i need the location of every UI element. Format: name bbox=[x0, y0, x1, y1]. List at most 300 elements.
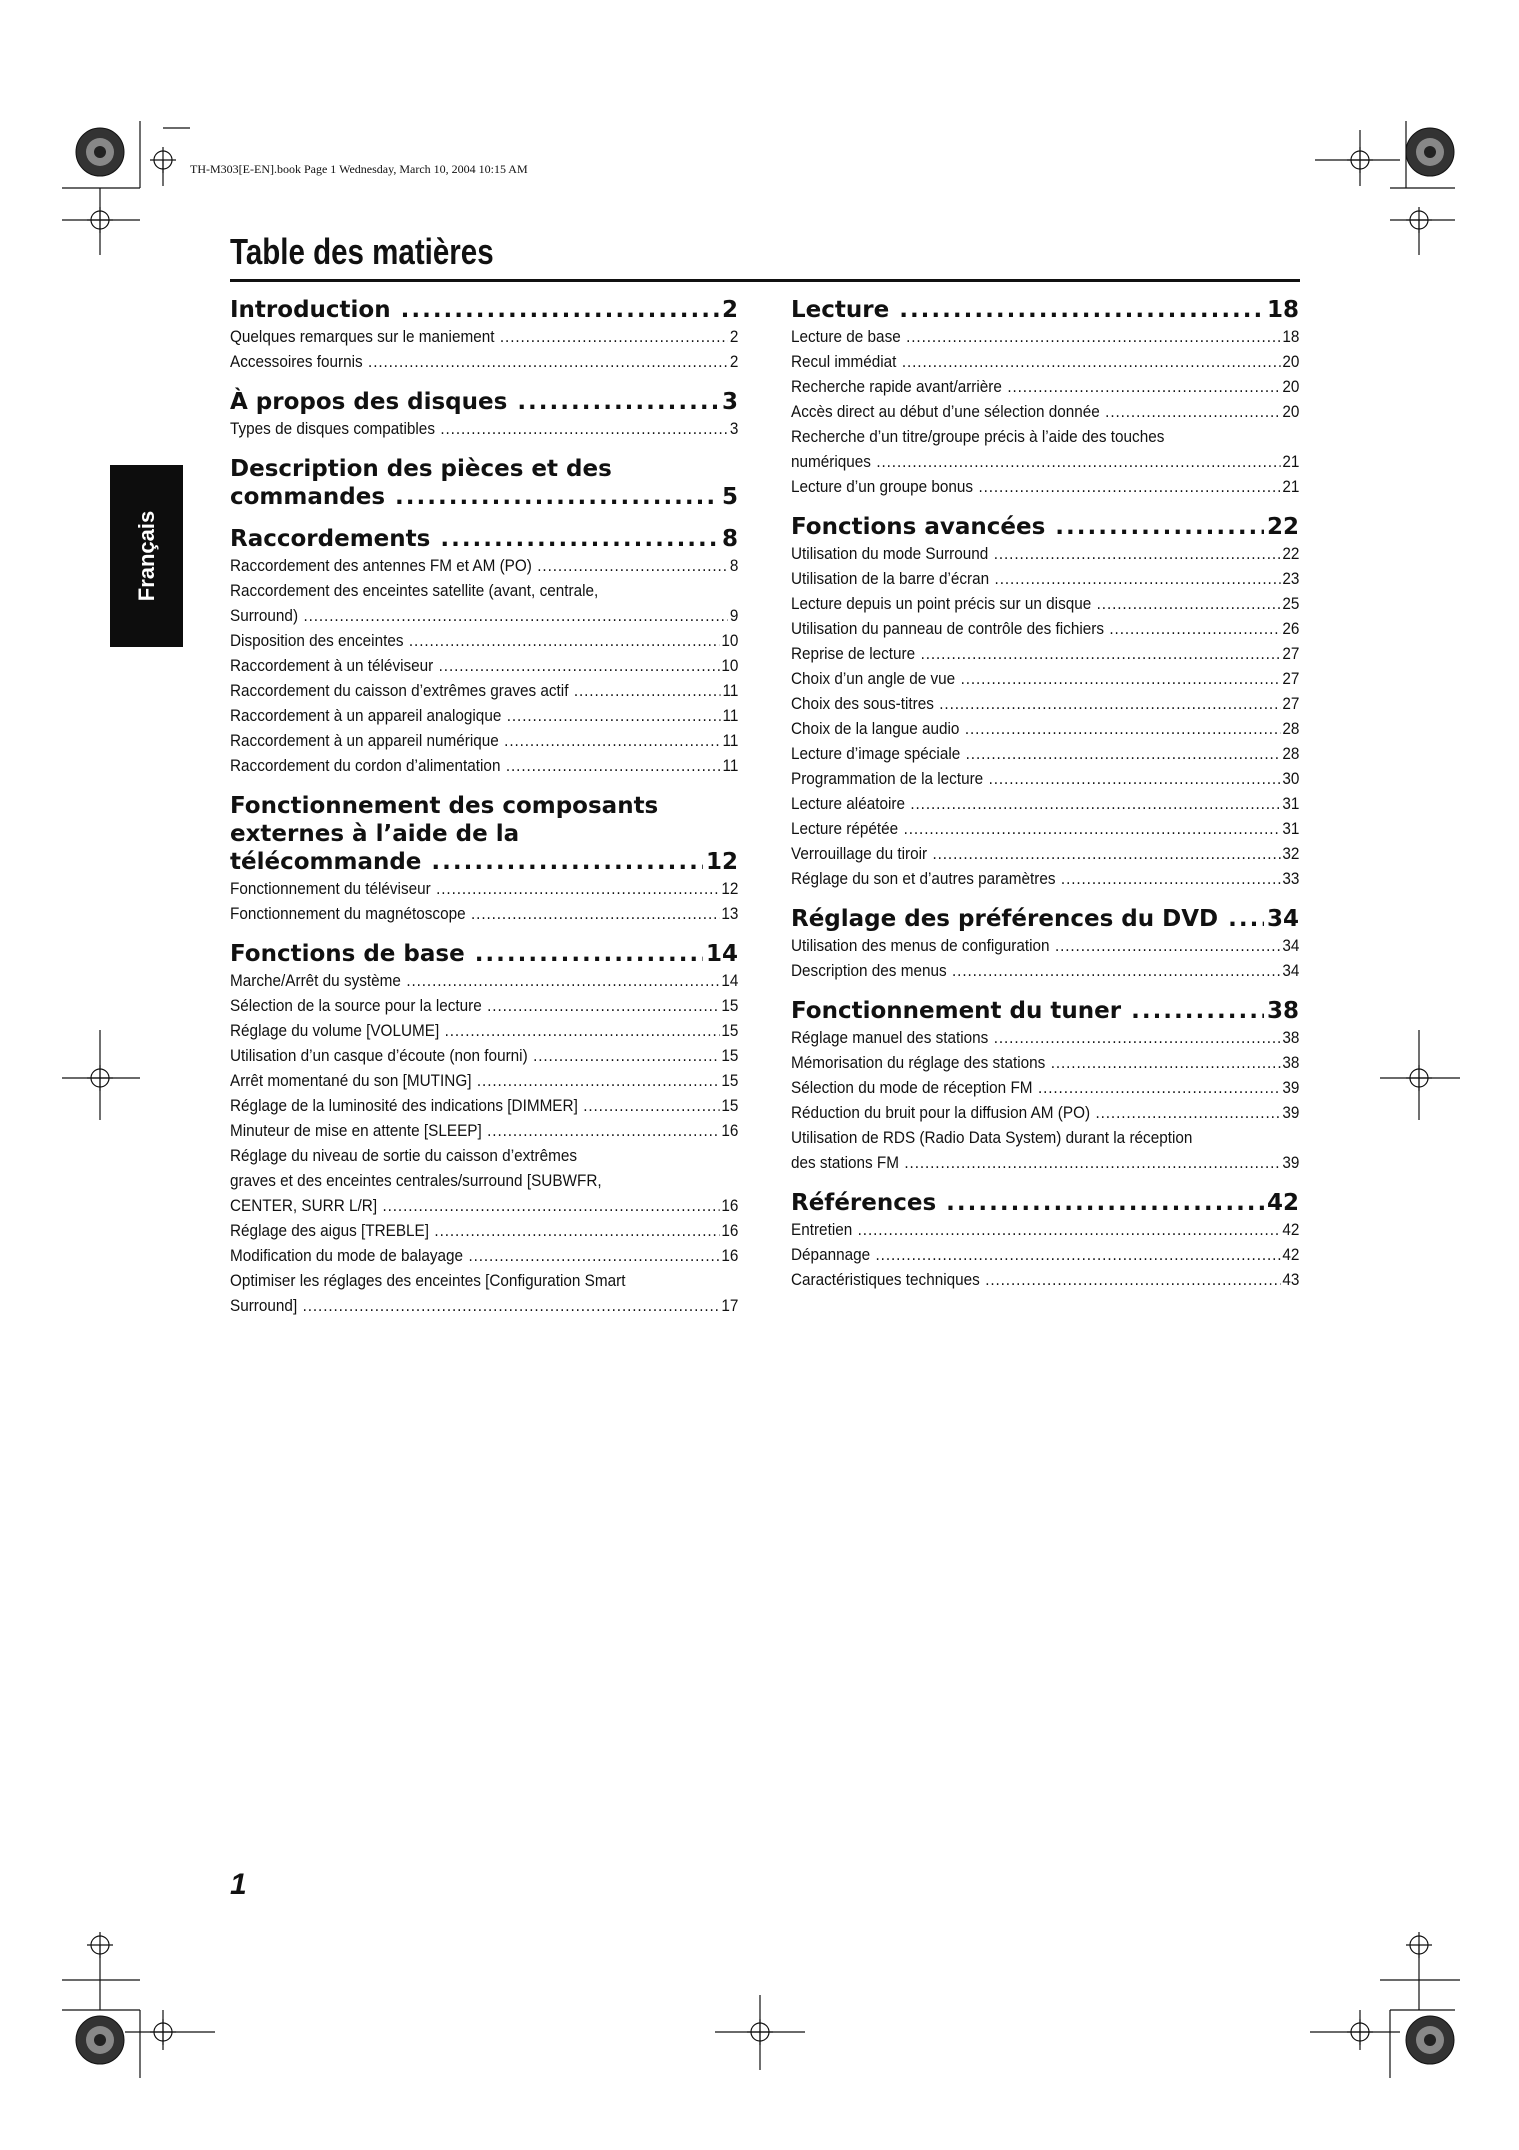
toc-entry-line bbox=[230, 1293, 738, 1318]
toc-entry-text: Surround) bbox=[230, 606, 299, 625]
toc-entry-text: Accessoires fournis bbox=[230, 352, 363, 371]
toc-entry-text: Raccordement à un téléviseur bbox=[230, 656, 434, 675]
toc-entry-text: Utilisation du panneau de contrôle des fichiers bbox=[791, 619, 1105, 638]
dot-leader bbox=[395, 483, 719, 511]
toc-entry-page: 11 bbox=[722, 756, 739, 775]
dot-leader bbox=[401, 296, 719, 324]
toc-entry-text: Optimiser les réglages des enceintes [Configuration Smart bbox=[230, 1271, 626, 1290]
toc-entry-page: 32 bbox=[1282, 844, 1300, 863]
toc-entry-line bbox=[230, 968, 738, 993]
toc-entry-page: 20 bbox=[1282, 377, 1300, 396]
dot-leader bbox=[946, 1189, 1264, 1217]
dot-leader bbox=[583, 1093, 719, 1118]
dot-leader bbox=[1055, 513, 1264, 541]
toc-entry-line bbox=[230, 1168, 738, 1193]
section-heading[interactable] bbox=[230, 296, 738, 324]
dot-leader bbox=[533, 1043, 719, 1068]
dot-leader bbox=[904, 816, 1281, 841]
toc-entry-page: 25 bbox=[1282, 594, 1300, 613]
toc-entry-line bbox=[791, 841, 1299, 866]
dot-leader bbox=[989, 766, 1281, 791]
dot-leader bbox=[303, 603, 728, 628]
toc-entry-text: Fonctionnement du magnétoscope bbox=[230, 904, 466, 923]
toc-entry-line bbox=[791, 933, 1299, 958]
toc-entry-page: 20 bbox=[1282, 402, 1300, 421]
toc-entry-text: Types de disques compatibles bbox=[230, 419, 435, 438]
toc-entry-line bbox=[791, 741, 1299, 766]
toc-entry-text: Recherche rapide avant/arrière bbox=[791, 377, 1002, 396]
toc-entry[interactable] bbox=[791, 641, 1299, 666]
toc-entry-line bbox=[791, 641, 1299, 666]
toc-entry-text: Utilisation du mode Surround bbox=[791, 544, 989, 563]
section-heading[interactable] bbox=[230, 455, 738, 511]
section-heading-line bbox=[791, 905, 1299, 933]
toc-entry-line bbox=[791, 716, 1299, 741]
toc-section bbox=[230, 388, 738, 441]
toc-entry[interactable] bbox=[230, 968, 738, 993]
section-heading-line bbox=[230, 296, 738, 324]
toc-entry-text: Verrouillage du tiroir bbox=[791, 844, 928, 863]
toc-entry-page: 16 bbox=[721, 1196, 739, 1215]
toc-entry-line bbox=[791, 349, 1299, 374]
toc-entry-line bbox=[230, 349, 738, 374]
toc-entry-line bbox=[791, 866, 1299, 891]
toc-section bbox=[791, 296, 1299, 499]
dot-leader bbox=[902, 349, 1281, 374]
toc-entry[interactable] bbox=[230, 416, 738, 441]
toc-entry-text: CENTER, SURR L/R] bbox=[230, 1196, 378, 1215]
dot-leader bbox=[517, 388, 719, 416]
toc-entry-text: Reprise de lecture bbox=[791, 644, 916, 663]
dot-leader bbox=[899, 296, 1264, 324]
toc-entry[interactable] bbox=[230, 876, 738, 901]
dot-leader bbox=[574, 678, 721, 703]
toc-entry[interactable] bbox=[791, 591, 1299, 616]
section-heading[interactable] bbox=[791, 997, 1299, 1025]
dot-leader bbox=[440, 525, 719, 553]
toc-entry[interactable] bbox=[230, 324, 738, 349]
toc-entry-page: 10 bbox=[721, 656, 739, 675]
dot-leader bbox=[921, 641, 1281, 666]
toc-entry-text: Lecture depuis un point précis sur un disque bbox=[791, 594, 1092, 613]
toc-entry[interactable] bbox=[230, 901, 738, 926]
toc-entry-page: 28 bbox=[1282, 744, 1300, 763]
toc-entry-text: Lecture aléatoire bbox=[791, 794, 905, 813]
toc-section bbox=[791, 513, 1299, 891]
toc-section bbox=[791, 1189, 1299, 1292]
dot-leader bbox=[1097, 591, 1281, 616]
toc-entry-page: 17 bbox=[721, 1296, 739, 1315]
section-title-text: télécommande bbox=[230, 849, 422, 875]
toc-entry-line bbox=[791, 1100, 1299, 1125]
toc-entry-line bbox=[791, 691, 1299, 716]
section-heading[interactable] bbox=[791, 1189, 1299, 1217]
toc-entry-line bbox=[791, 324, 1299, 349]
toc-entry-page: 16 bbox=[721, 1246, 739, 1265]
section-heading[interactable] bbox=[791, 513, 1299, 541]
toc-entry-page: 11 bbox=[722, 706, 739, 725]
dot-leader bbox=[994, 541, 1281, 566]
toc-entry-line bbox=[791, 1217, 1299, 1242]
toc-entry-line bbox=[791, 1267, 1299, 1292]
section-heading-line bbox=[791, 296, 1299, 324]
page-number: 1 bbox=[230, 1868, 247, 1901]
toc-entry-page: 39 bbox=[1282, 1103, 1300, 1122]
toc-entry-text: graves et des enceintes centrales/surround [SUBWFR, bbox=[230, 1171, 602, 1190]
toc-entry[interactable] bbox=[791, 666, 1299, 691]
toc-entry-page: 15 bbox=[721, 1021, 739, 1040]
toc-entry-text: Raccordement des enceintes satellite (avant, centrale, bbox=[230, 581, 599, 600]
toc-entry-line bbox=[791, 791, 1299, 816]
toc-entry-page: 28 bbox=[1282, 719, 1300, 738]
toc-section bbox=[230, 940, 738, 1318]
toc-entry[interactable] bbox=[791, 424, 1299, 474]
dot-leader bbox=[1095, 1100, 1280, 1125]
toc-entry[interactable] bbox=[230, 993, 738, 1018]
section-heading[interactable] bbox=[791, 296, 1299, 324]
toc-entry-text: Choix des sous-titres bbox=[791, 694, 934, 713]
toc-entry-page: 23 bbox=[1282, 569, 1300, 588]
toc-section bbox=[230, 792, 738, 926]
section-title-text: Références bbox=[791, 1190, 937, 1216]
toc-entry-line bbox=[230, 1118, 738, 1143]
toc-entry[interactable] bbox=[791, 349, 1299, 374]
toc-entry-line bbox=[230, 728, 738, 753]
toc-entry-text: Lecture de base bbox=[791, 327, 901, 346]
toc-entry-page: 43 bbox=[1282, 1270, 1300, 1289]
toc-entry-page: 11 bbox=[722, 681, 739, 700]
toc-entry-text: Sélection du mode de réception FM bbox=[791, 1078, 1033, 1097]
toc-entry-text: Lecture répétée bbox=[791, 819, 899, 838]
toc-entry-text: Réglage du niveau de sortie du caisson d’extrêmes bbox=[230, 1146, 578, 1165]
toc-entry-text: Recul immédiat bbox=[791, 352, 897, 371]
toc-entry[interactable] bbox=[791, 324, 1299, 349]
toc-entry-line bbox=[230, 993, 738, 1018]
toc-entry[interactable] bbox=[791, 399, 1299, 424]
toc-section bbox=[230, 455, 738, 511]
toc-entry-page: 42 bbox=[1282, 1245, 1300, 1264]
toc-entry[interactable] bbox=[230, 1143, 738, 1218]
section-heading-line bbox=[230, 848, 738, 876]
toc-entry-line bbox=[230, 1018, 738, 1043]
toc-entry[interactable] bbox=[230, 1118, 738, 1143]
toc-entry[interactable] bbox=[791, 541, 1299, 566]
toc-entry[interactable] bbox=[791, 374, 1299, 399]
toc-entry-line bbox=[230, 324, 738, 349]
toc-entry-page: 13 bbox=[721, 904, 739, 923]
toc-entry-page: 21 bbox=[1282, 452, 1300, 471]
toc-entry[interactable] bbox=[791, 1217, 1299, 1242]
toc-entry-text: Lecture d’un groupe bonus bbox=[791, 477, 974, 496]
section-page-number: 14 bbox=[705, 941, 738, 967]
toc-entry[interactable] bbox=[230, 1043, 738, 1068]
section-title-text: Fonctions de base bbox=[230, 941, 465, 967]
toc-entry-text: Choix de la langue audio bbox=[791, 719, 960, 738]
dot-leader bbox=[406, 968, 719, 993]
section-title-text: Description des pièces et des bbox=[230, 456, 612, 482]
section-page-number: 22 bbox=[1266, 514, 1299, 540]
print-header-note: TH-M303[E-EN].book Page 1 Wednesday, March 10, 2004 10:15 AM bbox=[190, 162, 528, 176]
title-rule bbox=[230, 279, 1300, 282]
toc-entry[interactable] bbox=[230, 1268, 738, 1318]
section-title-text: Fonctionnement des composants bbox=[230, 793, 659, 819]
section-heading[interactable] bbox=[230, 388, 738, 416]
section-page-number: 12 bbox=[705, 849, 738, 875]
dot-leader bbox=[436, 876, 719, 901]
toc-entry[interactable] bbox=[230, 553, 738, 578]
dot-leader bbox=[487, 993, 719, 1018]
toc-entry-line bbox=[230, 1218, 738, 1243]
dot-leader bbox=[487, 1118, 719, 1143]
toc-entry-line bbox=[791, 1050, 1299, 1075]
toc-entry-line bbox=[230, 1043, 738, 1068]
toc-entry-line bbox=[791, 816, 1299, 841]
toc-entry-line bbox=[791, 616, 1299, 641]
page-title: Table des matières bbox=[230, 231, 494, 272]
section-heading-line bbox=[230, 455, 738, 483]
toc-entry[interactable] bbox=[230, 1243, 738, 1268]
toc-entry-line bbox=[791, 1075, 1299, 1100]
toc-entry-page: 31 bbox=[1282, 819, 1300, 838]
toc-right-column bbox=[791, 296, 1299, 1306]
dot-leader bbox=[910, 791, 1280, 816]
dot-leader bbox=[382, 1193, 719, 1218]
toc-entry[interactable] bbox=[791, 616, 1299, 641]
section-title-text: Lecture bbox=[791, 297, 890, 323]
toc-entry[interactable] bbox=[791, 716, 1299, 741]
dot-leader bbox=[475, 940, 703, 968]
toc-entry-line bbox=[230, 578, 738, 603]
section-page-number: 2 bbox=[721, 297, 738, 323]
toc-entry[interactable] bbox=[230, 1218, 738, 1243]
section-title-text: externes à l’aide de la bbox=[230, 821, 520, 847]
toc-entry-text: Lecture d’image spéciale bbox=[791, 744, 961, 763]
dot-leader bbox=[303, 1293, 720, 1318]
toc-entry-line bbox=[230, 1193, 738, 1218]
toc-entry[interactable] bbox=[230, 1068, 738, 1093]
section-heading[interactable] bbox=[230, 792, 738, 876]
dot-leader bbox=[994, 1025, 1281, 1050]
toc-entry-page: 18 bbox=[1282, 327, 1300, 346]
section-title-text: Fonctionnement du tuner bbox=[791, 998, 1122, 1024]
toc-entry-page: 15 bbox=[721, 1071, 739, 1090]
toc-entry-page: 15 bbox=[721, 1046, 739, 1065]
toc-entry-line bbox=[230, 753, 738, 778]
toc-entry-text: Quelques remarques sur le maniement bbox=[230, 327, 495, 346]
section-heading-line bbox=[230, 792, 738, 820]
dot-leader bbox=[440, 416, 728, 441]
toc-entry-line bbox=[230, 876, 738, 901]
toc-entry[interactable] bbox=[791, 866, 1299, 891]
dot-leader bbox=[966, 741, 1281, 766]
toc-entry-text: Disposition des enceintes bbox=[230, 631, 404, 650]
toc-entry-line bbox=[791, 449, 1299, 474]
toc-entry-text: Réglage du son et d’autres paramètres bbox=[791, 869, 1056, 888]
toc-entry-text: Surround] bbox=[230, 1296, 298, 1315]
toc-entry[interactable] bbox=[791, 741, 1299, 766]
section-heading[interactable] bbox=[230, 940, 738, 968]
toc-entry-page: 16 bbox=[721, 1121, 739, 1140]
toc-entry-line bbox=[230, 416, 738, 441]
dot-leader bbox=[1228, 905, 1264, 933]
toc-entry[interactable] bbox=[791, 1125, 1299, 1175]
toc-entry-text: Utilisation d’un casque d’écoute (non fourni) bbox=[230, 1046, 528, 1065]
toc-entry-line bbox=[791, 374, 1299, 399]
dot-leader bbox=[978, 474, 1280, 499]
toc-entry[interactable] bbox=[791, 1267, 1299, 1292]
toc-entry[interactable] bbox=[230, 653, 738, 678]
dot-leader bbox=[1131, 997, 1264, 1025]
toc-entry-text: Sélection de la source pour la lecture bbox=[230, 996, 482, 1015]
toc-entry-text: Entretien bbox=[791, 1220, 853, 1239]
toc-entry[interactable] bbox=[791, 1050, 1299, 1075]
toc-entry-text: Description des menus bbox=[791, 961, 947, 980]
section-title-text: Fonctions avancées bbox=[791, 514, 1046, 540]
toc-entry-line bbox=[791, 1025, 1299, 1050]
toc-entry-page: 2 bbox=[729, 352, 739, 371]
toc-entry-page: 39 bbox=[1282, 1153, 1300, 1172]
dot-leader bbox=[932, 841, 1280, 866]
toc-entry-text: Raccordement à un appareil analogique bbox=[230, 706, 502, 725]
toc-entry[interactable] bbox=[230, 678, 738, 703]
toc-entry-line bbox=[230, 628, 738, 653]
section-heading-line bbox=[791, 997, 1299, 1025]
toc-section bbox=[230, 525, 738, 778]
section-page-number: 18 bbox=[1266, 297, 1299, 323]
dot-leader bbox=[431, 848, 703, 876]
section-page-number: 42 bbox=[1266, 1190, 1299, 1216]
toc-entry-page: 3 bbox=[729, 419, 739, 438]
toc-entry-text: Raccordement à un appareil numérique bbox=[230, 731, 499, 750]
toc-entry[interactable] bbox=[230, 578, 738, 628]
toc-entry-line bbox=[791, 1150, 1299, 1175]
section-heading-line bbox=[230, 820, 738, 848]
toc-entry-line bbox=[791, 666, 1299, 691]
toc-entry[interactable] bbox=[230, 753, 738, 778]
toc-entry-text: Marche/Arrêt du système bbox=[230, 971, 401, 990]
toc-entry[interactable] bbox=[791, 841, 1299, 866]
toc-entry-page: 15 bbox=[721, 996, 739, 1015]
toc-entry[interactable] bbox=[791, 933, 1299, 958]
toc-entry-line bbox=[791, 541, 1299, 566]
toc-entry[interactable] bbox=[791, 958, 1299, 983]
dot-leader bbox=[506, 753, 721, 778]
toc-entry[interactable] bbox=[791, 816, 1299, 841]
toc-entry[interactable] bbox=[230, 1018, 738, 1043]
toc-entry-text: des stations FM bbox=[791, 1153, 899, 1172]
dot-leader bbox=[477, 1068, 720, 1093]
section-heading-line bbox=[230, 525, 738, 553]
toc-entry-text: Utilisation de RDS (Radio Data System) durant la réception bbox=[791, 1128, 1193, 1147]
dot-leader bbox=[1051, 1050, 1281, 1075]
toc-entry-text: Raccordement des antennes FM et AM (PO) bbox=[230, 556, 532, 575]
toc-entry-text: Raccordement du caisson d’extrêmes graves actif bbox=[230, 681, 569, 700]
toc-entry[interactable] bbox=[230, 628, 738, 653]
toc-entry[interactable] bbox=[791, 474, 1299, 499]
dot-leader bbox=[468, 1243, 719, 1268]
toc-entry-text: Caractéristiques techniques bbox=[791, 1270, 980, 1289]
toc-entry-page: 30 bbox=[1282, 769, 1300, 788]
toc-entry-page: 21 bbox=[1282, 477, 1300, 496]
toc-entry[interactable] bbox=[791, 1025, 1299, 1050]
toc-entry-text: Réduction du bruit pour la diffusion AM (PO) bbox=[791, 1103, 1091, 1122]
toc-entry-line bbox=[791, 766, 1299, 791]
section-heading-line bbox=[791, 513, 1299, 541]
toc-entry-text: Minuteur de mise en attente [SLEEP] bbox=[230, 1121, 482, 1140]
dot-leader bbox=[471, 901, 720, 926]
section-page-number: 5 bbox=[721, 484, 738, 510]
section-heading[interactable] bbox=[791, 905, 1299, 933]
dot-leader bbox=[1061, 866, 1281, 891]
toc-entry[interactable] bbox=[791, 791, 1299, 816]
dot-leader bbox=[876, 1242, 1281, 1267]
toc-entry[interactable] bbox=[791, 1242, 1299, 1267]
dot-leader bbox=[504, 728, 721, 753]
dot-leader bbox=[995, 566, 1281, 591]
toc-entry-text: Fonctionnement du téléviseur bbox=[230, 879, 431, 898]
language-tab-label: Français bbox=[133, 510, 159, 602]
toc-entry-line bbox=[791, 566, 1299, 591]
toc-entry-text: Accès direct au début d’une sélection donnée bbox=[791, 402, 1100, 421]
dot-leader bbox=[904, 1150, 1280, 1175]
toc-entry-page: 39 bbox=[1282, 1078, 1300, 1097]
toc-entry[interactable] bbox=[230, 728, 738, 753]
section-page-number: 8 bbox=[721, 526, 738, 552]
toc-entry[interactable] bbox=[791, 766, 1299, 791]
dot-leader bbox=[1038, 1075, 1281, 1100]
toc-entry-page: 2 bbox=[729, 327, 739, 346]
toc-entry[interactable] bbox=[230, 349, 738, 374]
dot-leader bbox=[434, 1218, 719, 1243]
toc-entry-page: 8 bbox=[729, 556, 739, 575]
toc-entry-page: 12 bbox=[721, 879, 739, 898]
dot-leader bbox=[507, 703, 721, 728]
toc-entry[interactable] bbox=[791, 1100, 1299, 1125]
section-heading[interactable] bbox=[230, 525, 738, 553]
toc-entry-page: 26 bbox=[1282, 619, 1300, 638]
toc-entry[interactable] bbox=[230, 1093, 738, 1118]
toc-entry-text: Réglage des aigus [TREBLE] bbox=[230, 1221, 430, 1240]
toc-entry-text: Réglage manuel des stations bbox=[791, 1028, 989, 1047]
dot-leader bbox=[906, 324, 1280, 349]
toc-entry[interactable] bbox=[791, 1075, 1299, 1100]
toc-entry-text: Utilisation de la barre d’écran bbox=[791, 569, 990, 588]
toc-entry-text: Réglage du volume [VOLUME] bbox=[230, 1021, 440, 1040]
toc-entry-line bbox=[791, 1125, 1299, 1150]
section-heading-line bbox=[230, 388, 738, 416]
dot-leader bbox=[1055, 933, 1281, 958]
dot-leader bbox=[952, 958, 1281, 983]
toc-entry-page: 11 bbox=[722, 731, 739, 750]
section-heading-line bbox=[230, 940, 738, 968]
toc-entry-page: 14 bbox=[721, 971, 739, 990]
toc-entry[interactable] bbox=[230, 703, 738, 728]
dot-leader bbox=[1109, 616, 1280, 641]
toc-entry-line bbox=[230, 901, 738, 926]
toc-entry-page: 20 bbox=[1282, 352, 1300, 371]
toc-entry-text: numériques bbox=[791, 452, 871, 471]
dot-leader bbox=[876, 449, 1280, 474]
toc-entry[interactable] bbox=[791, 691, 1299, 716]
section-heading-line bbox=[230, 483, 738, 511]
toc-entry-line bbox=[791, 958, 1299, 983]
toc-entry-line bbox=[230, 603, 738, 628]
toc-entry-line bbox=[230, 553, 738, 578]
dot-leader bbox=[965, 716, 1281, 741]
dot-leader bbox=[368, 349, 728, 374]
toc-entry-text: Programmation de la lecture bbox=[791, 769, 984, 788]
toc-entry[interactable] bbox=[791, 566, 1299, 591]
